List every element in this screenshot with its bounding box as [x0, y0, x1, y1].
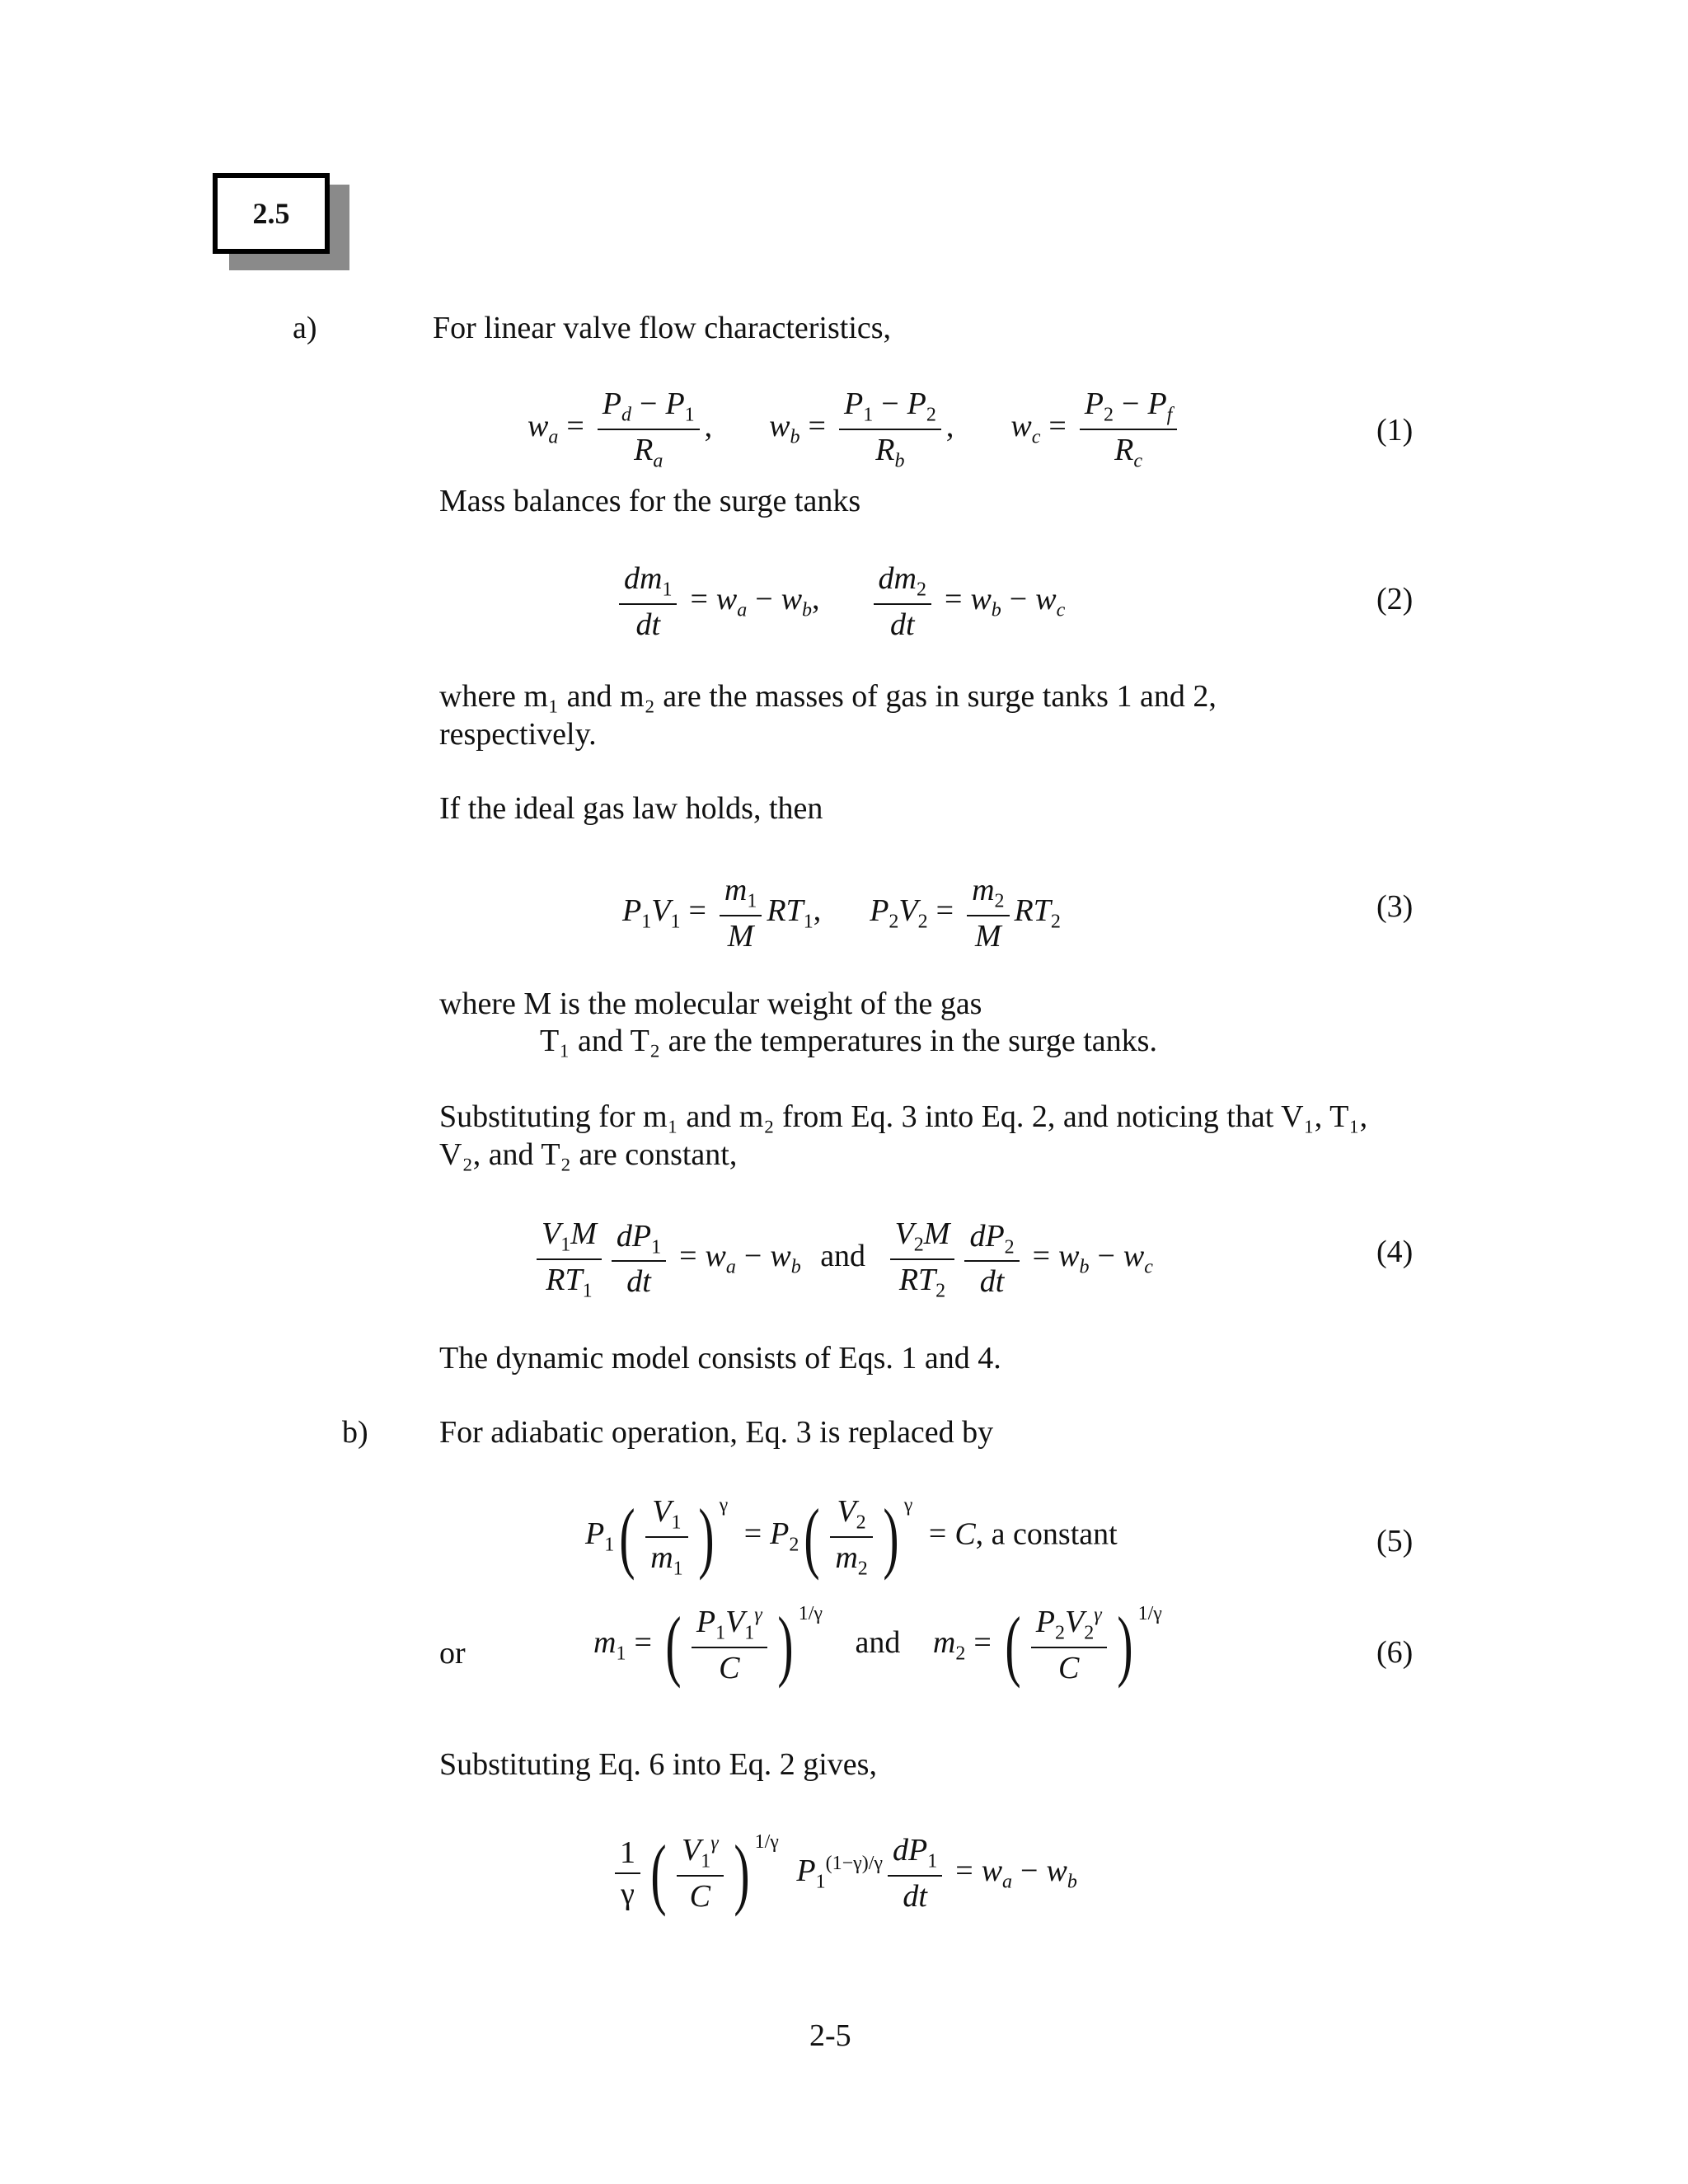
- or-label: or: [439, 1636, 466, 1671]
- equation-2-number: (2): [1376, 582, 1414, 616]
- equation-1: $w_a$ = $\frac{P_d - P_1}{R_a}$ , $w_b$ = $\frac{P_1 - P_2}{R_b}$ , $w_c$ = $\frac{P_2 - P_f}{R_c}$: [528, 386, 1182, 472]
- equation-4: $\frac{V_1M}{RT_1}$ $\frac{dP_1}{dt}$ = $w_a - w_b$ and $\frac{V_2M}{RT_2}$ $\frac{dP_2}{dt}$ = $w_b - w_c$: [532, 1216, 1153, 1302]
- equation-2: $\frac{dm_1}{dt}$ = $w_a - w_b$, $\frac{dm_2}{dt}$ = $w_b - w_c$: [614, 560, 1065, 643]
- substituting-a-text: Substituting for m₁ and m₂ from Eq. 3 into Eq. 2, and noticing that V₁, T₁, V₂, and T₂ are constant,: [439, 1099, 1368, 1172]
- equation-4-and: and: [820, 1239, 866, 1274]
- dynamic-model-text: The dynamic model consists of Eqs. 1 and 4.: [439, 1341, 1001, 1376]
- problem-number: 2.5: [213, 173, 330, 254]
- equation-final: $\frac{1}{\gamma}$ ( $\frac{V_1^\gamma}{C}$ ) $^{1/\gamma}$ $P_1^{(1-\gamma)/\gamma}$ $\frac{dP_1}{dt}$ = $w_a - w_b$: [610, 1831, 1077, 1915]
- equation-5: $P_1$( $\frac{V_1}{m_1}$ ) $^\gamma = P_2$( $\frac{V_2}{m_2}$ ) $^\gamma$ = C, a constant: [585, 1492, 1118, 1581]
- equation-6-number: (6): [1376, 1635, 1414, 1670]
- equation-6: $m_1$ = ( $\frac{P_1V_1^\gamma}{C}$ ) $^{1/\gamma}$ and $m_2$ = ( $\frac{P_2V_2^\gamma}{C}$ ) $^{1/\gamma}$: [593, 1601, 1162, 1690]
- where-T-text: T₁ and T₂ are the temperatures in the surge tanks.: [540, 1024, 1157, 1058]
- mass-balance-heading: Mass balances for the surge tanks: [439, 484, 861, 518]
- equation-3: $P_1V_1$ = $\frac{m_1}{M}$ $RT_1$, $P_2V_2$ = $\frac{m_2}{M}$ $RT_2$: [622, 873, 1061, 954]
- part-b-label: b): [342, 1415, 368, 1450]
- equation-1-number: (1): [1376, 413, 1414, 448]
- part-b-intro: For adiabatic operation, Eq. 3 is replaced by: [439, 1415, 994, 1450]
- part-a-intro: For linear valve flow characteristics,: [433, 311, 892, 345]
- equation-3-number: (3): [1376, 889, 1414, 924]
- equation-5-constant: , a constant: [975, 1516, 1118, 1552]
- equation-5-number: (5): [1376, 1524, 1414, 1558]
- where-masses-text: where m₁ and m₂ are the masses of gas in surge tanks 1 and 2, respectively.: [439, 679, 1217, 752]
- equation-4-number: (4): [1376, 1235, 1414, 1269]
- ideal-gas-text: If the ideal gas law holds, then: [439, 791, 823, 826]
- part-a-label: a): [293, 311, 317, 345]
- equation-6-and: and: [855, 1625, 901, 1660]
- page-number: 2-5: [809, 2018, 851, 2053]
- substituting-b-text: Substituting Eq. 6 into Eq. 2 gives,: [439, 1747, 877, 1782]
- where-M-text: where M is the molecular weight of the gas: [439, 987, 982, 1021]
